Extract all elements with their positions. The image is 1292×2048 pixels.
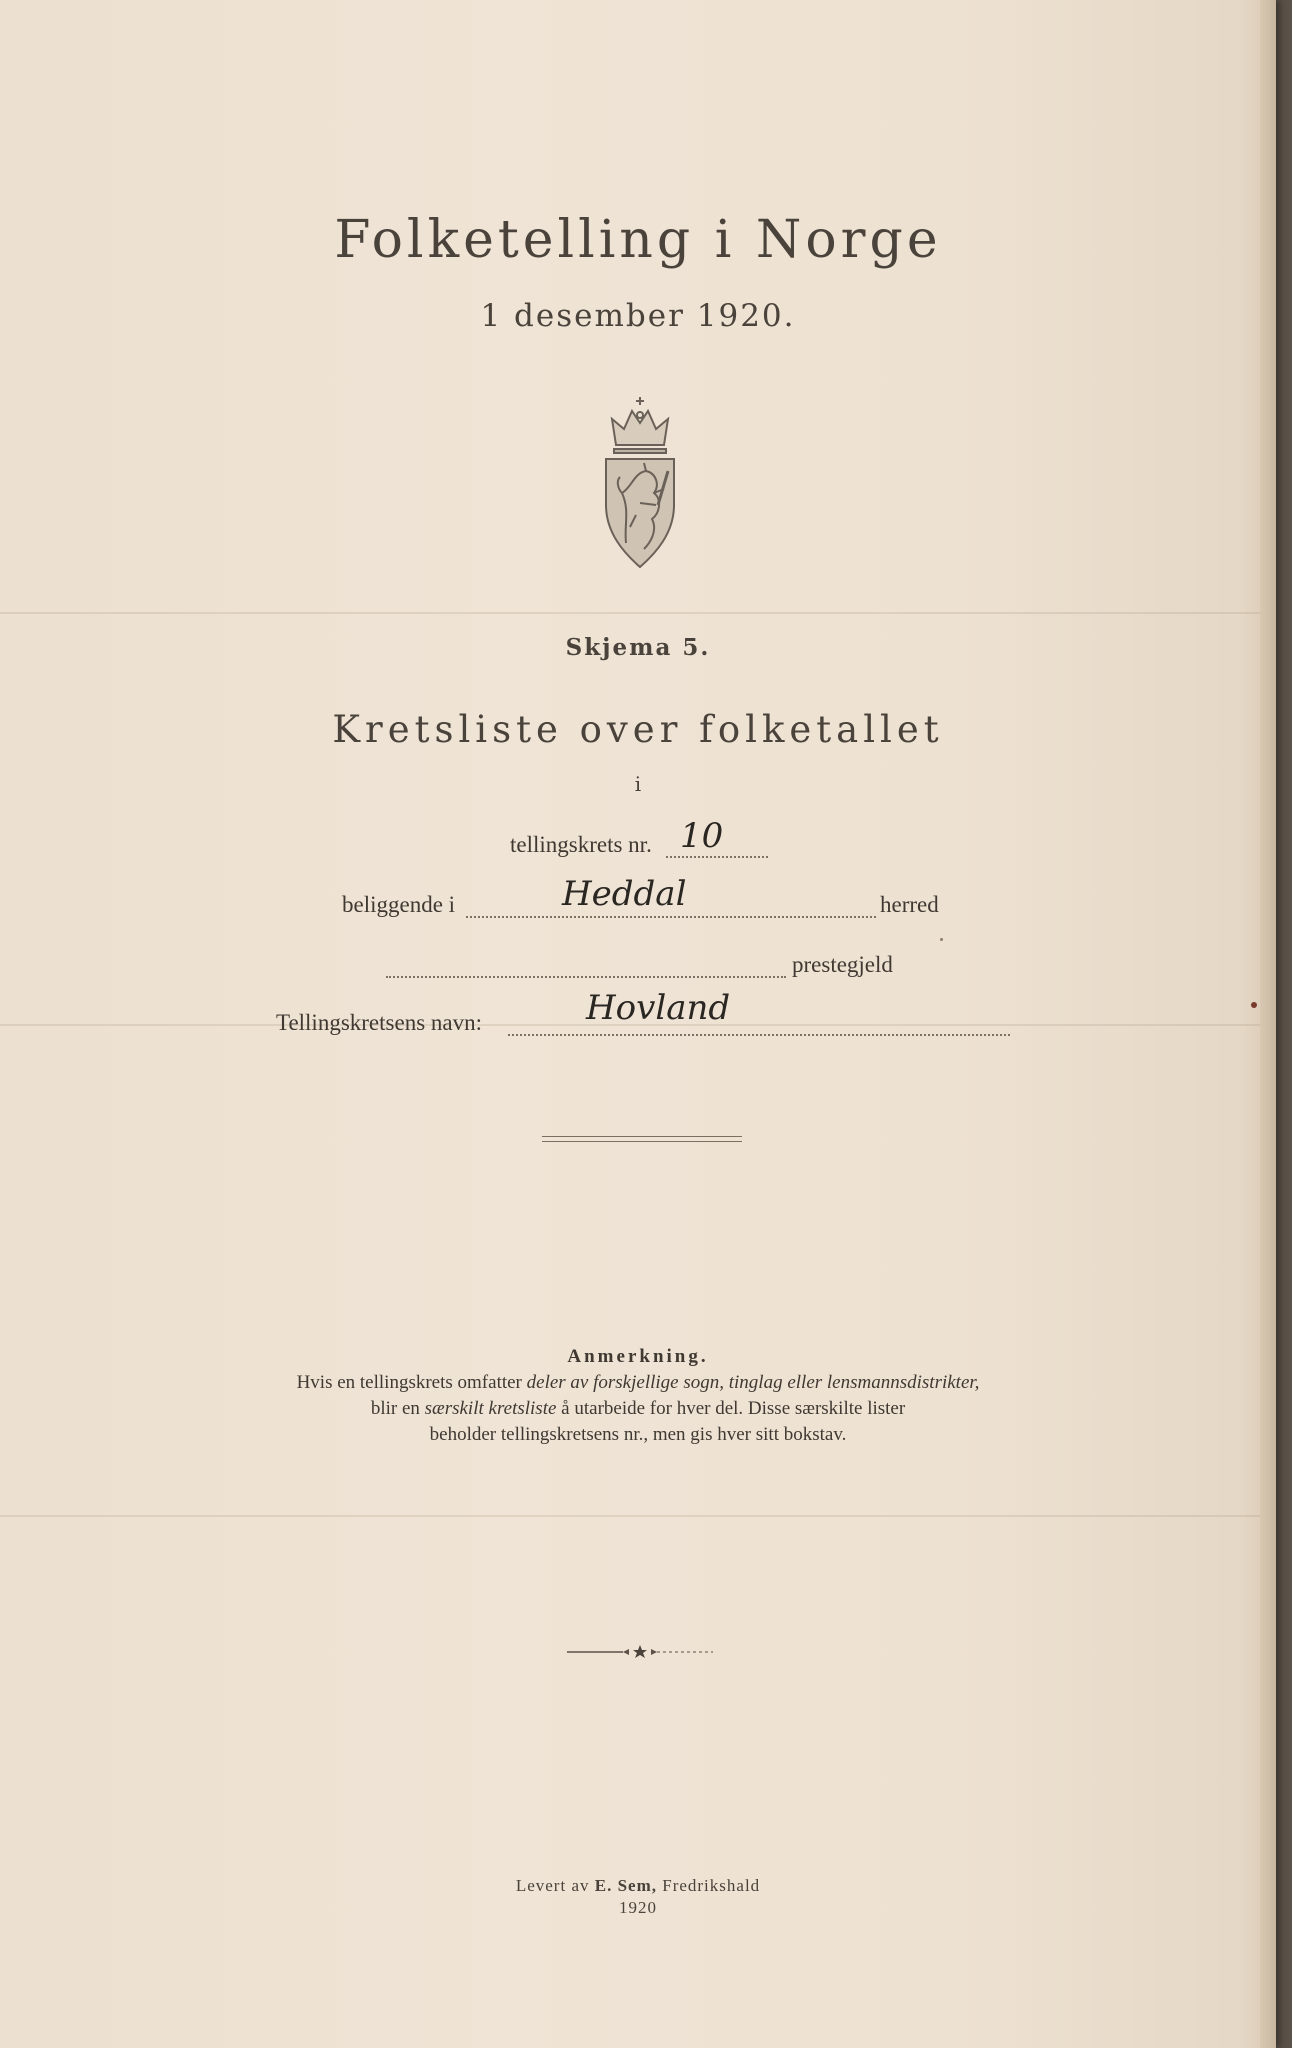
parish-line	[386, 976, 786, 978]
district-number-value[interactable]: 10	[680, 816, 724, 856]
star-ornament-icon	[565, 1642, 715, 1662]
separator-rule	[542, 1136, 742, 1137]
note-line-2	[0, 1398, 1276, 1420]
printer-year: 1920	[619, 1898, 657, 1917]
census-date: 1 desember 1920.	[480, 298, 796, 334]
paper-fold	[0, 1515, 1276, 1517]
district-name-label: Tellingskretsens navn:	[276, 1010, 482, 1035]
note-line-2-text-b: å utarbeide for hver del. Disse særskilte lister	[556, 1398, 906, 1419]
printer-city: Fredrikshald	[656, 1876, 761, 1895]
note-line-2-emphasis: særskilt kretsliste	[424, 1398, 557, 1419]
printer-prefix: Levert av	[515, 1876, 595, 1895]
separator-rule	[542, 1141, 742, 1142]
note-line-3: beholder tellingskretsens nr., men gis hver sitt bokstav.	[429, 1424, 847, 1445]
connector-word: i	[634, 772, 642, 796]
located-in-label: beliggende i	[342, 892, 456, 917]
located-in-value[interactable]: Heddal	[562, 874, 687, 914]
note-line-1-emphasis: deler av forskjellige sogn, tinglag eller lensmannsdistrikter,	[526, 1372, 980, 1393]
schema-number: Skjema 5.	[565, 634, 711, 661]
note-line-1	[0, 1372, 1276, 1394]
printer-credit	[0, 1876, 1276, 1896]
page-title: Folketelling i Norge	[334, 210, 942, 270]
printer-name: E. Sem,	[594, 1876, 657, 1895]
paper-speck	[1251, 1002, 1257, 1008]
note-line-1-text: Hvis en tellingskrets omfatter	[296, 1372, 527, 1393]
paper-speck	[940, 938, 943, 941]
note-heading: Anmerkning.	[567, 1346, 709, 1367]
district-name-value[interactable]: Hovland	[586, 988, 731, 1028]
district-number-label: tellingskrets nr.	[510, 832, 652, 857]
parish-label: prestegjeld	[792, 952, 893, 977]
district-number-line	[666, 856, 768, 858]
norwegian-coat-of-arms-icon	[596, 393, 684, 571]
herred-label: herred	[880, 892, 939, 917]
note-line-2-text-a: blir en	[370, 1398, 425, 1419]
district-name-line	[508, 1034, 1010, 1036]
form-heading: Kretsliste over folketallet	[332, 708, 944, 751]
paper-fold	[0, 612, 1276, 614]
located-in-line	[466, 916, 876, 918]
